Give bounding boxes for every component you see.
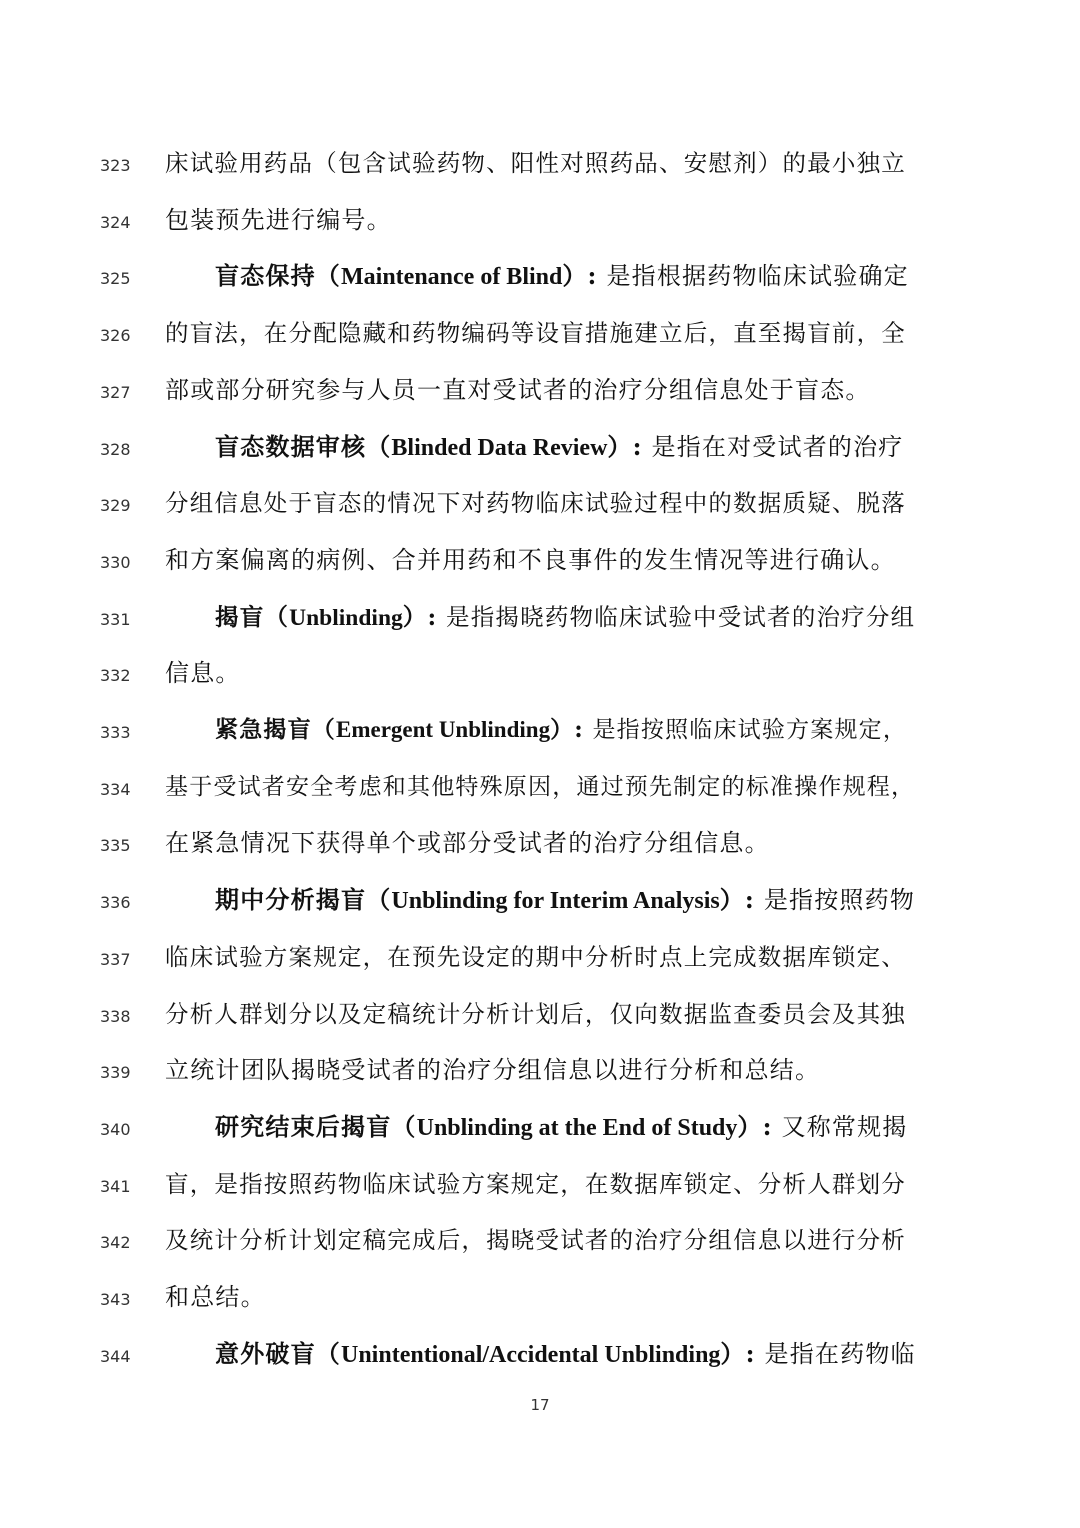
body-line bbox=[165, 1167, 920, 1201]
text-line bbox=[0, 430, 1080, 478]
line-text: 基于受试者安全考虑和其他特殊原因，通过预先制定的标准操作规程， bbox=[165, 774, 916, 800]
term-label: 盲态保持（ bbox=[215, 261, 341, 290]
line-text: 和方案偏离的病例、合并用药和不良事件的发生情况等进行确认。 bbox=[165, 546, 896, 574]
line-number: 337 bbox=[100, 950, 131, 969]
body-line bbox=[165, 1053, 920, 1087]
line-text: 又称常规揭 bbox=[772, 1113, 908, 1141]
line-text: 是指按照药物 bbox=[754, 886, 916, 914]
body-line bbox=[165, 656, 920, 690]
english-term: Unblinding for Interim Analysis bbox=[391, 888, 720, 914]
line-text: 分组信息处于盲态的情况下对药物临床试验过程中的数据质疑、脱落 bbox=[165, 489, 906, 517]
text-line bbox=[0, 1223, 1080, 1271]
body-line bbox=[165, 486, 920, 520]
text-line bbox=[0, 373, 1080, 421]
definition-line bbox=[215, 1110, 920, 1145]
line-text: 立统计团队揭晓受试者的治疗分组信息以进行分析和总结。 bbox=[165, 1056, 821, 1084]
text-line bbox=[0, 656, 1080, 704]
body-line bbox=[165, 997, 920, 1031]
definition-line bbox=[215, 1337, 920, 1372]
line-number: 335 bbox=[100, 836, 131, 855]
definition-line bbox=[215, 713, 920, 747]
line-number: 340 bbox=[100, 1120, 131, 1139]
text-line bbox=[0, 1280, 1080, 1328]
definition-line bbox=[215, 430, 920, 465]
text-line bbox=[0, 1110, 1080, 1158]
term-close: ）: bbox=[607, 432, 643, 461]
body-line bbox=[165, 543, 920, 577]
line-number: 343 bbox=[100, 1290, 131, 1309]
text-line bbox=[0, 1053, 1080, 1101]
line-text: 是指根据药物临床试验确定 bbox=[597, 262, 909, 290]
term-close: ）: bbox=[719, 885, 755, 914]
term-label: 揭盲（ bbox=[215, 603, 290, 631]
body-line bbox=[165, 373, 920, 407]
line-number: 334 bbox=[100, 780, 131, 799]
term-label: 盲态数据审核（ bbox=[215, 432, 392, 461]
line-number: 341 bbox=[100, 1177, 131, 1196]
line-text: 是指在药物临 bbox=[755, 1340, 916, 1368]
body-line bbox=[165, 826, 920, 860]
line-text: 临床试验方案规定，在预先设定的期中分析时点上完成数据库锁定、 bbox=[165, 943, 906, 971]
term-label: 期中分析揭盲（ bbox=[215, 885, 392, 914]
line-number: 325 bbox=[100, 269, 131, 288]
english-term: Maintenance of Blind bbox=[341, 264, 563, 290]
definition-line bbox=[215, 883, 920, 918]
text-line bbox=[0, 543, 1080, 591]
text-line bbox=[0, 826, 1080, 874]
term-close: ）: bbox=[720, 1339, 756, 1368]
line-number: 336 bbox=[100, 893, 131, 912]
text-line bbox=[0, 259, 1080, 307]
body-line bbox=[165, 1223, 920, 1257]
body-line bbox=[165, 203, 920, 237]
page-number: 17 bbox=[530, 1396, 550, 1414]
body-line bbox=[165, 316, 920, 350]
line-number: 330 bbox=[100, 553, 131, 572]
line-text: 盲，是指按照药物临床试验方案规定，在数据库锁定、分析人群划分 bbox=[165, 1170, 906, 1198]
definition-line bbox=[215, 259, 920, 294]
term-label: 研究结束后揭盲（ bbox=[215, 1112, 417, 1141]
english-term: Unblinding bbox=[289, 605, 403, 631]
term-label: 意外破盲（ bbox=[215, 1339, 341, 1368]
term-label: 紧急揭盲（ bbox=[215, 716, 336, 743]
english-term: Blinded Data Review bbox=[391, 435, 608, 461]
line-number: 324 bbox=[100, 213, 131, 232]
text-line bbox=[0, 600, 1080, 648]
line-text: 是指按照临床试验方案规定， bbox=[583, 717, 908, 743]
term-close: ）: bbox=[737, 1112, 773, 1141]
line-text: 包装预先进行编号。 bbox=[165, 206, 392, 234]
term-close: ）: bbox=[402, 603, 438, 631]
term-close: ）: bbox=[562, 261, 598, 290]
text-line bbox=[0, 940, 1080, 988]
line-text: 是指在对受试者的治疗 bbox=[642, 433, 904, 461]
line-number: 338 bbox=[100, 1007, 131, 1026]
line-text: 是指揭晓药物临床试验中受试者的治疗分组 bbox=[437, 603, 916, 631]
body-line bbox=[165, 770, 920, 804]
english-term: Emergent Unblinding bbox=[336, 717, 551, 742]
text-line bbox=[0, 713, 1080, 761]
text-line bbox=[0, 883, 1080, 931]
text-line bbox=[0, 203, 1080, 251]
line-number: 328 bbox=[100, 440, 131, 459]
line-text: 床试验用药品（包含试验药物、阳性对照药品、安慰剂）的最小独立 bbox=[165, 149, 906, 177]
line-number: 326 bbox=[100, 326, 131, 345]
line-text: 分析人群划分以及定稿统计分析计划后，仅向数据监查委员会及其独 bbox=[165, 1000, 906, 1028]
text-line bbox=[0, 316, 1080, 364]
line-text: 在紧急情况下获得单个或部分受试者的治疗分组信息。 bbox=[165, 829, 770, 857]
english-term: Unintentional/Accidental Unblinding bbox=[341, 1342, 721, 1368]
text-line bbox=[0, 146, 1080, 194]
line-text: 和总结。 bbox=[165, 1283, 266, 1311]
line-number: 342 bbox=[100, 1233, 131, 1252]
body-line bbox=[165, 146, 920, 180]
line-number: 339 bbox=[100, 1063, 131, 1082]
line-number: 329 bbox=[100, 496, 131, 515]
text-line bbox=[0, 770, 1080, 818]
text-line bbox=[0, 1337, 1080, 1385]
line-number: 323 bbox=[100, 156, 131, 175]
line-text: 部或部分研究参与人员一直对受试者的治疗分组信息处于盲态。 bbox=[165, 376, 871, 404]
line-text: 的盲法，在分配隐藏和药物编码等设盲措施建立后，直至揭盲前，全 bbox=[165, 319, 906, 347]
text-line bbox=[0, 486, 1080, 534]
line-number: 332 bbox=[100, 666, 131, 685]
term-close: ）: bbox=[550, 716, 584, 743]
line-number: 327 bbox=[100, 383, 131, 402]
definition-line bbox=[215, 600, 920, 635]
line-text: 及统计分析计划定稿完成后，揭晓受试者的治疗分组信息以进行分析 bbox=[165, 1226, 906, 1254]
line-number: 333 bbox=[100, 723, 131, 742]
text-line bbox=[0, 997, 1080, 1045]
body-line bbox=[165, 940, 920, 974]
english-term: Unblinding at the End of Study bbox=[416, 1115, 738, 1141]
line-number: 344 bbox=[100, 1347, 131, 1366]
body-line bbox=[165, 1280, 920, 1314]
text-line bbox=[0, 1167, 1080, 1215]
line-text: 信息。 bbox=[165, 659, 241, 687]
line-number: 331 bbox=[100, 610, 131, 629]
